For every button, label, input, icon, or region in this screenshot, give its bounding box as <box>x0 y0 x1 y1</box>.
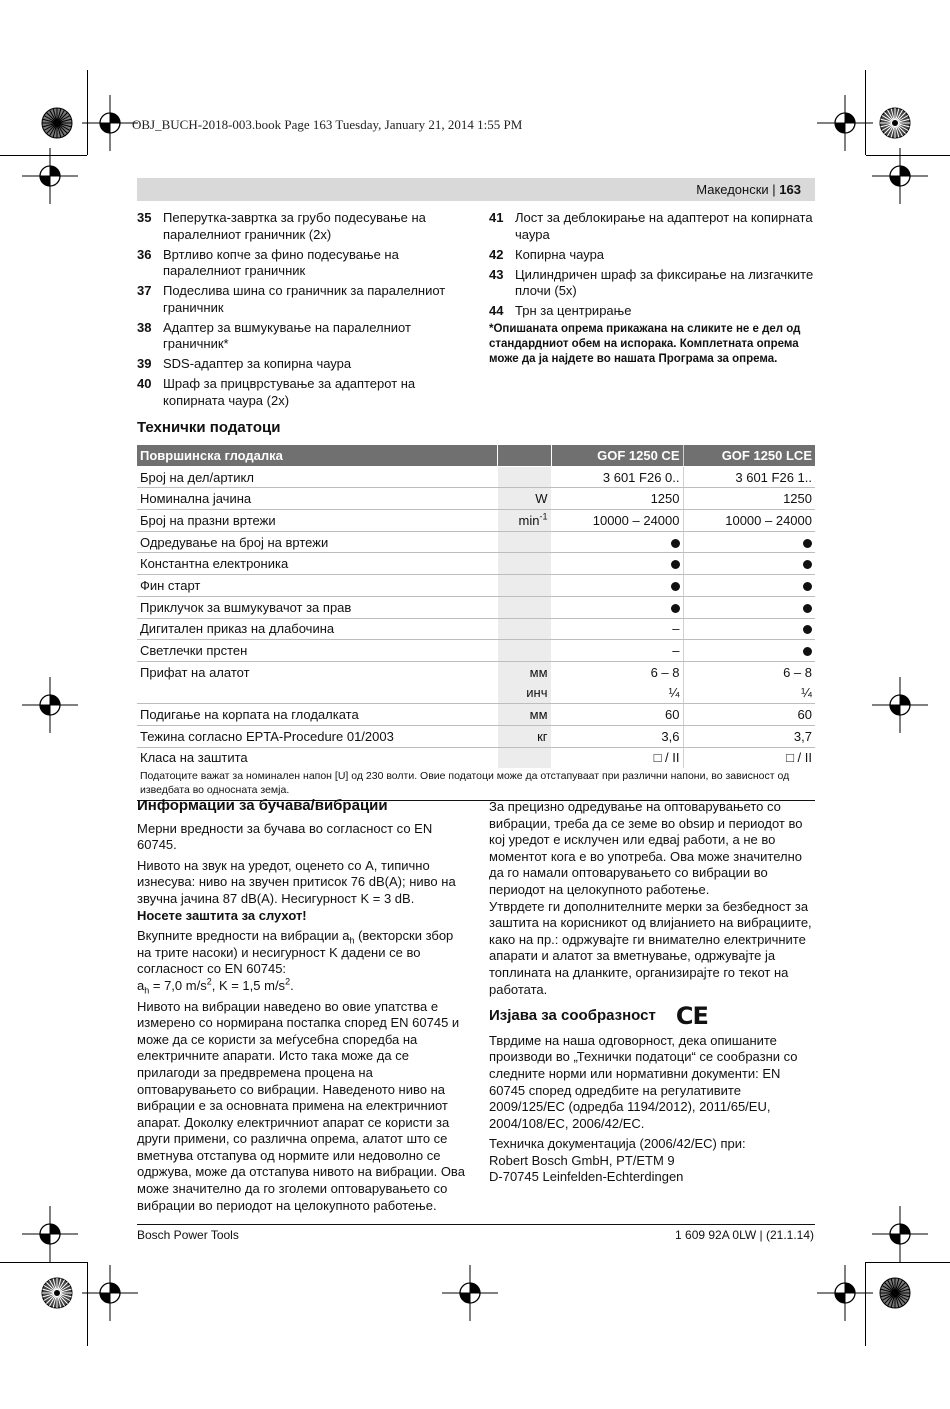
spec-unit <box>497 640 551 662</box>
table-row <box>137 747 815 768</box>
spec-label: Константна електроника <box>137 553 497 575</box>
spec-label: Приклучок за вшмукувачот за прав <box>137 596 497 618</box>
crosshair-mark <box>22 148 78 204</box>
spec-unit <box>497 488 551 510</box>
page-header-band <box>137 178 815 201</box>
parts-list-item <box>137 356 447 373</box>
parts-list-right <box>489 210 815 323</box>
crop-line <box>0 155 87 156</box>
table-row <box>137 640 815 662</box>
spec-value-1 <box>551 531 683 553</box>
table-row <box>137 531 815 553</box>
item-number: 36 <box>137 246 152 262</box>
spec-value-1 <box>551 553 683 575</box>
header-model-1: GOF 1250 CE <box>551 445 683 466</box>
header-unit <box>497 445 551 466</box>
spec-value-1: 6 – 8 <box>650 664 680 680</box>
table-row <box>137 618 815 640</box>
crop-line <box>0 1262 87 1263</box>
spec-unit <box>497 575 551 597</box>
item-number: 40 <box>137 376 152 391</box>
spec-label: Прифат на алатот <box>140 664 250 680</box>
unit-text: мм <box>529 707 548 723</box>
print-header: OBJ_BUCH-2018-003.book Page 163 Tuesday, January 21, 2014 1:55 PM <box>132 117 523 132</box>
table-row <box>137 553 815 575</box>
item-number: 37 <box>137 283 152 298</box>
item-number: 44 <box>489 303 504 318</box>
spec-value-2 <box>683 640 815 662</box>
table-row <box>137 466 815 488</box>
spec-label: Светлечки прстен <box>137 640 497 662</box>
crosshair-mark <box>872 1206 928 1262</box>
spec-unit <box>497 704 551 726</box>
safety-measures-text: Утврдете ги дополнителните мерки за безбедност за заштита на корисникот од влијанието на вибрациите, како на пр.: одржувајте ги внимателно електричните апарати и алатот за вметнување, одржувајте ја топлината на дланките, организирајте го текот на работата. <box>489 898 812 997</box>
table-row <box>137 704 815 726</box>
spec-value-2: 60 <box>683 704 815 726</box>
feature-present-dot <box>671 560 680 569</box>
page-header-text <box>696 182 801 197</box>
item-text: Цилиндричен шраф за фиксирање на лизгачките плочи (5x) <box>515 266 814 298</box>
starburst-mark <box>878 1276 912 1310</box>
parts-list-item <box>137 320 447 353</box>
footer-doc-number: 1 609 92A 0LW | (21.1.14) <box>675 1228 814 1242</box>
tech-doc-line3: D-70745 Leinfelden-Echterdingen <box>489 1169 684 1185</box>
header-model-2: GOF 1250 LCE <box>683 445 815 466</box>
item-number: 39 <box>137 356 152 371</box>
starburst-mark <box>40 1276 74 1310</box>
table-row <box>137 683 815 704</box>
ce-mark: CE <box>675 1002 708 1031</box>
crosshair-mark <box>22 1206 78 1262</box>
item-number: 43 <box>489 266 504 282</box>
unit-text: min <box>518 512 540 528</box>
vibration-estimate-text: За прецизно одредување на оптоварувањето со вибрации, треба да се земе во obsир и периодот во кој уредот е исклучен или едвај работи, а не во моментот кога е во употреба. Ова може значително да го намали оптоварувањето со вибрации во периодот на целокупното работење. <box>489 799 803 897</box>
header-label: Површинска глодалка <box>137 445 497 466</box>
unit-text: W <box>535 491 548 507</box>
spec-unit <box>497 531 551 553</box>
item-text: Шраф за прицврстување за адаптерот на копирната чаура (2x) <box>163 376 416 408</box>
footer-brand: Bosch Power Tools <box>137 1228 239 1242</box>
table-header-row <box>137 445 815 466</box>
item-number: 41 <box>489 210 504 225</box>
spec-unit <box>497 661 551 682</box>
spec-value-1: – <box>551 618 683 640</box>
feature-present-dot <box>803 604 812 613</box>
crosshair-mark <box>22 677 78 733</box>
feature-present-dot <box>803 582 812 591</box>
spec-value-1: □ / II <box>653 750 680 766</box>
parts-list-item <box>137 210 447 243</box>
parts-list-item <box>137 247 447 280</box>
feature-present-dot <box>803 647 812 656</box>
starburst-mark <box>40 106 74 140</box>
spec-value-2 <box>683 553 815 575</box>
table-row <box>137 488 815 510</box>
item-text: Трн за центрирање <box>515 303 632 318</box>
spec-label: Број на празни вртежи <box>137 510 497 532</box>
spec-label: Број на дел/артикл <box>137 466 497 488</box>
right-column <box>489 799 815 1186</box>
crop-line <box>866 155 950 156</box>
conformity-title: Изјава за сообразност <box>489 1007 656 1025</box>
spec-unit <box>497 466 551 488</box>
spec-unit <box>497 553 551 575</box>
spec-value-1: 3 601 F26 0.. <box>551 466 683 488</box>
spec-label: Тежина согласно EPTA-Procedure 01/2003 <box>137 725 497 747</box>
unit-text: кг <box>537 728 548 744</box>
crop-line <box>87 1262 88 1346</box>
spec-value-1: 10000 – 24000 <box>551 510 683 532</box>
spec-value-1: 60 <box>551 704 683 726</box>
item-text: Лост за деблокирање на адаптерот на копирната чаура <box>515 210 813 242</box>
spec-value-1: 1250 <box>551 488 683 510</box>
spec-value-2: □ / II <box>683 747 815 768</box>
parts-list-item <box>137 376 447 409</box>
feature-present-dot <box>671 604 680 613</box>
spec-label: Номинална јачина <box>137 488 497 510</box>
crosshair-mark <box>82 95 138 151</box>
spec-unit <box>497 510 551 532</box>
crosshair-mark <box>872 148 928 204</box>
table-row <box>137 510 815 532</box>
spec-label: Класа на заштита <box>140 750 248 766</box>
feature-present-dot <box>671 539 680 548</box>
feature-present-dot <box>803 539 812 548</box>
crop-line <box>866 1262 950 1263</box>
spec-value-1: – <box>551 640 683 662</box>
spec-value-2 <box>683 575 815 597</box>
parts-list-item <box>489 247 815 264</box>
spec-label: Одредување на број на вртежи <box>137 531 497 553</box>
spec-value-2: 3 601 F26 1.. <box>683 466 815 488</box>
spec-label: Фин старт <box>137 575 497 597</box>
separator: | <box>772 182 780 197</box>
page-number: 163 <box>779 182 801 197</box>
spec-value-2: 1250 <box>683 488 815 510</box>
tech-data-table <box>137 445 815 801</box>
spec-value-2: 10000 – 24000 <box>683 510 815 532</box>
item-number: 42 <box>489 246 504 262</box>
crop-line <box>865 1262 866 1346</box>
spec-label: Подигање на корпата на глодалката <box>137 704 497 726</box>
vibration-intro: Вкупните вредности на вибрации $a_h$ (векторски збор на трите насоки) и несигурност K дадени се во согласност со EN 60745: <box>137 928 454 977</box>
conformity-text: Тврдиме на наша одговорност, дека опишаните производи во „Технички податоци“ се сообразни со следните норми или нормативни документи: EN 60745 според одредбите на регулативите 2009/125/EC (одредба 1194/2012), 2011/65/EU, 2004/108/EC, 2006/42/EC. <box>489 1032 798 1131</box>
spec-value-1: 3,6 <box>551 725 683 747</box>
item-text: Подеслива шина со граничник за паралелниот граничник <box>163 283 446 315</box>
parts-list-item <box>137 283 447 316</box>
spec-label <box>137 683 497 704</box>
spec-unit <box>497 725 551 747</box>
spec-value-2 <box>683 618 815 640</box>
spec-value-1 <box>551 575 683 597</box>
item-text: Вртливо копче за фино подесување на паралелниот граничник <box>163 246 399 278</box>
spec-value-2 <box>683 596 815 618</box>
table-footnote-row <box>137 768 815 801</box>
table-row <box>137 575 815 597</box>
crop-line <box>865 70 866 155</box>
tech-data-title: Технички податоци <box>137 419 281 436</box>
spec-label: Дигитален приказ на длабочина <box>137 618 497 640</box>
table-footnote: Податоците важат за номинален напон [U] од 230 волти. Овие податоци може да отстапуваат при различни напони, во зависност од изведбата во односната земја. <box>137 768 815 801</box>
unit-text: инч <box>526 685 548 701</box>
noise-p1: Мерни вредности за бучава во согласност со EN 60745. <box>137 820 433 853</box>
feature-present-dot <box>671 582 680 591</box>
starburst-mark <box>878 106 912 140</box>
item-text: Адаптер за вшмукување на паралелниот граничник* <box>163 319 411 351</box>
table-row <box>137 661 815 682</box>
spec-value-1: ¼ <box>551 683 683 704</box>
crosshair-mark <box>82 1265 138 1321</box>
table-row <box>137 725 815 747</box>
noise-p2: Нивото на звук на уредот, оценето со A, типично изнесува: ниво на звучен притисок 76 dB(A); ниво на звучна јачина 87 dB(A). Несигурност K = 3 dB. <box>137 857 456 906</box>
crosshair-mark <box>442 1265 498 1321</box>
parts-list-item <box>489 210 815 243</box>
spec-unit <box>497 747 551 768</box>
item-number: 35 <box>137 210 152 225</box>
noise-section <box>137 798 467 1214</box>
item-text: SDS-адаптер за копирна чаура <box>163 356 352 371</box>
hearing-protection-warning: Носете заштита за слухот! <box>137 907 307 923</box>
vibration-paragraph: Нивото на вибрации наведено во овие упатства е измерено со нормирана постапка според EN 60745 и може да се користи за меѓусебна споредба на електричните апарати. Исто така може да се прилагоди за предвремена процена на оптоварувањето со вибрации. Наведеното ниво на вибрации е за основната примена на електричниот апарат. Доколку електричниот апарат се користи за други примени, со различна опрема, алатот што се вметнува отстапува од нормите или недоволно се одржува, може да отстапува нивото на вибрации. Ова може значително да го зголеми оптоварувањето со вибрации во периодот на целокупното работење. <box>137 998 465 1213</box>
item-number: 38 <box>137 319 152 335</box>
parts-list-item <box>489 267 815 300</box>
unit-text: мм <box>529 664 548 680</box>
feature-present-dot <box>803 560 812 569</box>
spec-value-2: ¼ <box>683 683 815 704</box>
spec-value-2 <box>683 531 815 553</box>
spec-value-2: 6 – 8 <box>683 661 815 682</box>
crosshair-mark <box>872 677 928 733</box>
unit-superscript: -1 <box>539 511 548 522</box>
spec-unit <box>497 683 551 704</box>
parts-list-left <box>137 210 447 413</box>
conformity-heading <box>489 1002 815 1031</box>
tech-doc-line2: Robert Bosch GmbH, PT/ETM 9 <box>489 1152 675 1168</box>
footer-rule <box>137 1224 815 1225</box>
spec-value-1 <box>551 596 683 618</box>
parts-note: *Опишаната опрема прикажана на сликите не е дел од стандардниот обем на испорака. Комплетната опрема може да ја најдете во нашата Програма за опрема. <box>489 323 801 365</box>
spec-value-2: 3,7 <box>683 725 815 747</box>
spec-unit <box>497 618 551 640</box>
noise-title: Информации за бучава/вибрации <box>137 797 388 814</box>
item-text: Пеперутка-завртка за грубо подесување на паралелниот граничник (2x) <box>163 210 426 242</box>
vibration-values: $a_h = 7,0$ $m/s^2$, K = 1,5 $m/s^2$. <box>137 976 294 996</box>
parts-list-item <box>489 303 815 320</box>
language-label: Македонски <box>696 182 769 197</box>
crop-line <box>87 70 88 155</box>
tech-doc-line1: Техничка документација (2006/42/EC) при: <box>489 1136 746 1152</box>
item-text: Копирна чаура <box>515 246 605 262</box>
table-row <box>137 596 815 618</box>
feature-present-dot <box>803 625 812 634</box>
spec-unit <box>497 596 551 618</box>
